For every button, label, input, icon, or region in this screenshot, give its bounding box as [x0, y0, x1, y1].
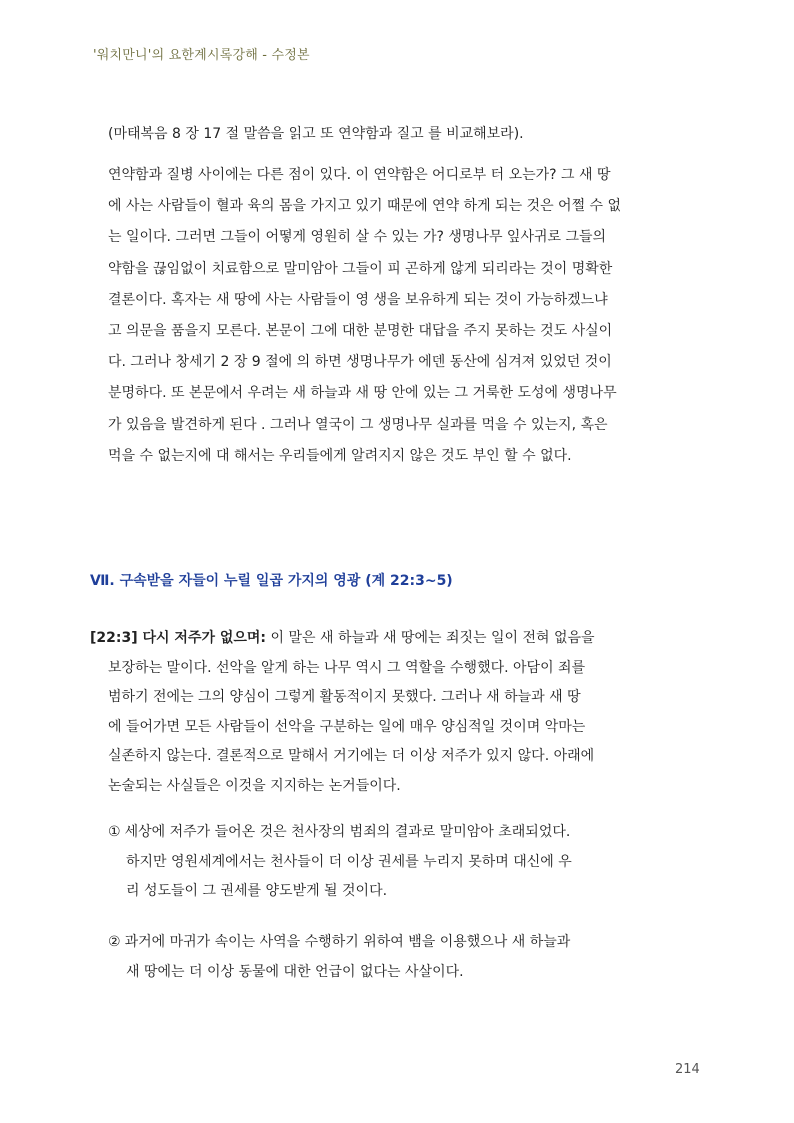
page-number: 214: [675, 1062, 700, 1077]
verse-line: 에 들어가면 모든 사람들이 선악을 구분하는 일에 매우 양심적일 것이며 악마는: [108, 718, 586, 735]
list-item-line: 하지만 영원세계에서는 천사들이 더 이상 권세를 누리지 못하며 대신에 우: [126, 853, 572, 870]
paragraph-line: 다. 그러나 창세기 2 장 9 절에 의 하면 생명나무가 에덴 동산에 심겨져 있었던 것이: [108, 354, 612, 371]
paragraph-line: 고 의문을 품을지 모른다. 본문이 그에 대한 분명한 대답을 주지 못하는 것도 사실이: [108, 323, 613, 340]
list-item-first-line: [108, 928, 708, 958]
paragraph-line: 는 일이다. 그러면 그들이 어떻게 영원히 살 수 있는 가? 생명나무 잎사귀로 그들의: [108, 229, 607, 246]
verse-line: 실존하지 않는다. 결론적으로 말해서 거기에는 더 이상 저주가 있지 않다. 아래에: [108, 748, 595, 765]
paragraph-line: 약함을 끊임없이 치료함으로 말미암아 그들이 피 곤하게 않게 되리라는 것이 명확한: [108, 260, 613, 277]
paragraph-line: 연약함과 질병 사이에는 다른 점이 있다. 이 연약함은 어디로부 터 오는가? 그 새 땅: [108, 167, 611, 183]
paragraph-line: 분명하다. 또 본문에서 우려는 새 하늘과 새 땅 안에 있는 그 거룩한 도성에 생명나무: [108, 385, 617, 402]
intro-sentence: (마태복음 8 장 17 절 말씀을 읽고 또 연약함과 질고 를 비교해보라).: [108, 126, 524, 142]
list-item: [108, 928, 708, 987]
list-item: [108, 818, 708, 907]
verse-line: 범하기 전에는 그의 양심이 그렇게 활동적이지 못했다. 그러나 새 하늘과 새 땅: [108, 689, 581, 706]
running-header: '워치만니'의 요한계시록강해 - 수정본: [93, 48, 310, 63]
list-marker: ①: [108, 824, 121, 840]
list-item-text: 세상에 저주가 들어온 것은 천사장의 범죄의 결과로 말미암아 초래되었다.: [124, 824, 571, 840]
paragraph-line: 가 있음을 발견하게 된다 . 그러나 열국이 그 생명나무 실과를 먹을 수 있는지, 혹은: [108, 416, 608, 433]
list-item-first-line: [108, 818, 708, 848]
paragraph-line: 결론이다. 혹자는 새 땅에 사는 사람들이 영 생을 보유하게 되는 것이 가능하겠느냐: [108, 291, 608, 308]
section-heading: Ⅶ. 구속받을 자들이 누릴 일곱 가지의 영광 (계 22:3~5): [90, 573, 453, 589]
paragraph-line: 에 사는 사람들이 혈과 육의 몸을 가지고 있기 때문에 연약 하게 되는 것은 어쩔 수 없: [108, 198, 622, 215]
verse-first-line: [90, 624, 700, 654]
verse-commentary: [90, 624, 700, 802]
verse-line: 보장하는 말이다. 선악을 알게 하는 나무 역시 그 역할을 수행했다. 아담이 죄를: [108, 659, 586, 676]
verse-line: 논술되는 사실들은 이것을 지지하는 논거들이다.: [108, 777, 401, 794]
verse-reference: [22:3] 다시 저주가 없으며:: [90, 630, 267, 646]
list-item-line: 새 땅에는 더 이상 동물에 대한 언급이 없다는 사살이다.: [126, 963, 464, 980]
list-item-line: 리 성도들이 그 권세를 양도받게 될 것이다.: [126, 883, 388, 900]
list-item-text: 과거에 마귀가 속이는 사역을 수행하기 위하여 뱀을 이용했으나 새 하늘과: [124, 934, 571, 950]
list-marker: ②: [108, 934, 121, 950]
paragraph-line: 먹을 수 없는지에 대 해서는 우리들에게 알려지지 않은 것도 부인 할 수 없다.: [108, 447, 572, 464]
body-paragraph: [108, 160, 704, 472]
verse-first-line-text: 이 말은 새 하늘과 새 땅에는 죄짓는 일이 전혀 없음을: [266, 630, 595, 646]
